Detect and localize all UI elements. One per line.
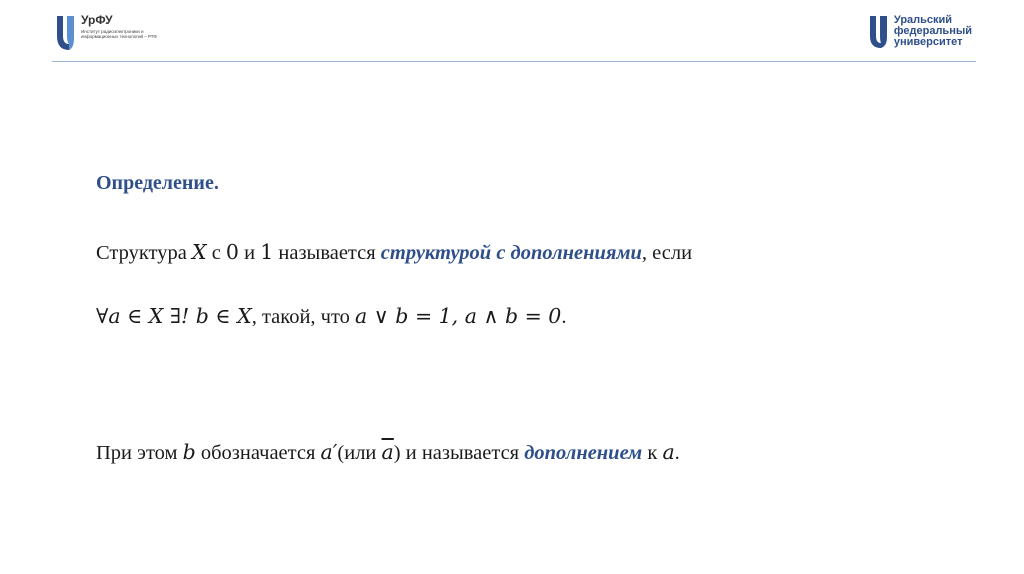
math-b: b xyxy=(182,440,196,464)
text: При этом xyxy=(96,442,183,464)
text: (или xyxy=(337,442,382,464)
text: . xyxy=(674,442,680,464)
text: и xyxy=(238,242,261,264)
text: Структура xyxy=(96,242,192,264)
text: ) и называется xyxy=(393,442,525,464)
text: с xyxy=(206,242,226,264)
math-equations: a ∨ b = 1, a ∧ b = 0 xyxy=(355,304,562,328)
urfu-emblem-icon xyxy=(55,14,77,52)
text: , такой, что xyxy=(251,306,356,328)
right-logo-line3: университет xyxy=(893,36,963,48)
math-quantifiers: ∀a ∈ X ∃! b ∈ X xyxy=(96,304,252,328)
highlight-term: дополнением xyxy=(524,442,643,464)
urfu-rtf-logo xyxy=(55,14,161,56)
math-a: a xyxy=(662,440,675,464)
text: к xyxy=(642,442,663,464)
math-X: X xyxy=(191,240,207,264)
text: обозначается xyxy=(195,442,321,464)
left-logo-subtitle: Институт радиоэлектроники и информационных технологий – РТФ xyxy=(81,29,157,39)
highlight-term: структурой с дополнениями xyxy=(380,242,642,264)
slide-header xyxy=(0,0,1024,64)
definition-line-2 xyxy=(96,304,566,329)
math-zero: 0 xyxy=(225,240,239,264)
math-a-prime: a′ xyxy=(320,440,338,464)
math-one: 1 xyxy=(260,240,274,264)
text: , если xyxy=(641,242,693,264)
right-logo-line1: Уральский xyxy=(893,14,953,26)
math-a-bar: $\overline{a}$ xyxy=(381,440,394,464)
urfu-emblem-icon xyxy=(868,14,890,50)
text: . xyxy=(561,306,567,328)
right-logo-line2: федеральный xyxy=(893,25,972,37)
definition-line-3 xyxy=(96,440,680,465)
definition-heading: Определение. xyxy=(96,172,219,194)
urfu-logo xyxy=(868,14,972,50)
text: называется xyxy=(273,242,381,264)
left-logo-title: УрФУ xyxy=(81,13,113,27)
definition-line-1 xyxy=(96,240,692,265)
header-divider xyxy=(52,61,976,62)
